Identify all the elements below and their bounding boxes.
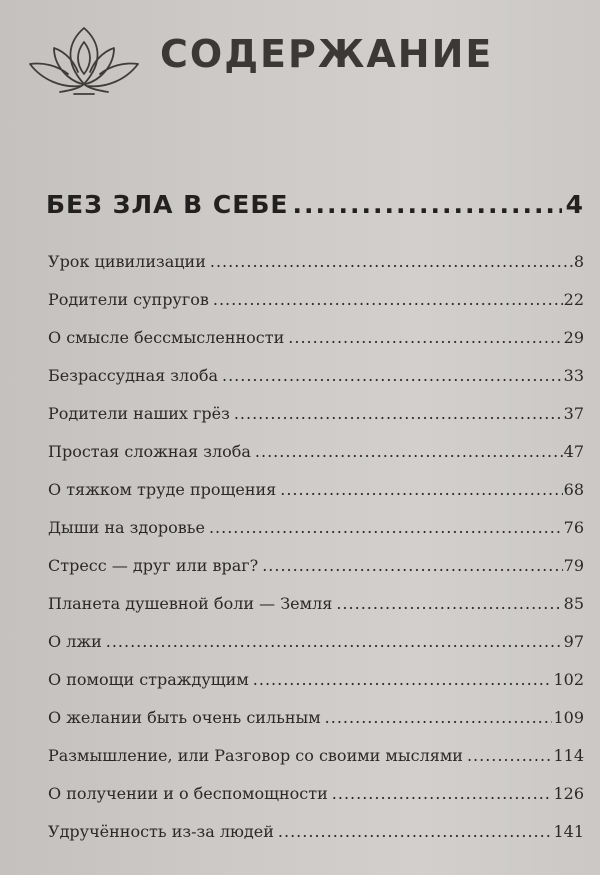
toc-entry-page: 76 xyxy=(563,518,584,537)
toc-entry xyxy=(48,366,584,404)
toc-entry-title: Стресс — друг или враг? xyxy=(48,556,259,575)
toc-entry xyxy=(48,518,584,556)
section-title: БЕЗ ЗЛА В СЕБЕ xyxy=(46,190,289,219)
dot-leader xyxy=(106,632,563,651)
toc-entry xyxy=(48,822,584,860)
toc-entry-title: Родители супругов xyxy=(48,290,209,309)
toc-entry-title: Планета душевной боли — Земля xyxy=(48,594,333,613)
dot-leader xyxy=(213,290,563,309)
dot-leader xyxy=(209,518,563,537)
toc-entry-title: Простая сложная злоба xyxy=(48,442,251,461)
toc-entry-title: Урок цивилизации xyxy=(48,252,206,271)
toc-entry-page: 22 xyxy=(563,290,584,309)
toc-entry-title: Родители наших грёз xyxy=(48,404,230,423)
section-heading xyxy=(46,190,584,219)
toc-entry-page: 68 xyxy=(563,480,584,499)
dot-leader xyxy=(293,190,562,219)
page-title: СОДЕРЖАНИЕ xyxy=(160,32,494,76)
toc-entry-page: 109 xyxy=(553,708,584,727)
dot-leader xyxy=(210,252,573,271)
lotus-icon xyxy=(24,22,144,98)
toc-entry xyxy=(48,404,584,442)
toc-entry-title: О получении и о беспомощности xyxy=(48,784,328,803)
toc-entry-title: О тяжком труде прощения xyxy=(48,480,277,499)
toc-entry-title: О смысле бессмысленности xyxy=(48,328,285,347)
dot-leader xyxy=(280,480,562,499)
toc-entry-page: 33 xyxy=(563,366,584,385)
dot-leader xyxy=(467,746,553,765)
toc-entry-page: 141 xyxy=(553,822,584,841)
toc-entry-page: 85 xyxy=(563,594,584,613)
dot-leader xyxy=(278,822,553,841)
toc-entry xyxy=(48,594,584,632)
toc-entry xyxy=(48,746,584,784)
toc-entry-page: 102 xyxy=(553,670,584,689)
toc-entry-page: 79 xyxy=(563,556,584,575)
toc-entry xyxy=(48,556,584,594)
toc-entry xyxy=(48,784,584,822)
page-header xyxy=(24,14,584,94)
toc-entry-page: 8 xyxy=(573,252,584,271)
toc-entry xyxy=(48,632,584,670)
toc-entry-title: Удручённость из-за людей xyxy=(48,822,274,841)
dot-leader xyxy=(288,328,562,347)
toc-entry-title: О желании быть очень сильным xyxy=(48,708,321,727)
dot-leader xyxy=(255,442,563,461)
toc-entry-title: Дыши на здоровье xyxy=(48,518,205,537)
section-page-number: 4 xyxy=(565,190,584,219)
toc-entry xyxy=(48,670,584,708)
toc-entry-title: Безрассудная злоба xyxy=(48,366,218,385)
toc-entry xyxy=(48,252,584,290)
toc-entry-title: О лжи xyxy=(48,632,102,651)
dot-leader xyxy=(336,594,562,613)
toc-entry-page: 126 xyxy=(553,784,584,803)
toc-entry xyxy=(48,480,584,518)
toc-entry-page: 97 xyxy=(563,632,584,651)
dot-leader xyxy=(234,404,563,423)
toc-entry-page: 114 xyxy=(553,746,584,765)
dot-leader xyxy=(222,366,563,385)
toc-entry xyxy=(48,708,584,746)
toc-entry xyxy=(48,290,584,328)
dot-leader xyxy=(325,708,553,727)
toc-entry xyxy=(48,328,584,366)
toc-entry xyxy=(48,442,584,480)
toc-entry-title: О помощи страждущим xyxy=(48,670,249,689)
toc-entry-page: 47 xyxy=(563,442,584,461)
dot-leader xyxy=(262,556,562,575)
dot-leader xyxy=(332,784,553,803)
dot-leader xyxy=(253,670,553,689)
toc-entry-page: 37 xyxy=(563,404,584,423)
toc-list xyxy=(48,252,584,860)
toc-entry-title: Размышление, или Разговор со своими мыслями xyxy=(48,746,463,765)
toc-entry-page: 29 xyxy=(563,328,584,347)
